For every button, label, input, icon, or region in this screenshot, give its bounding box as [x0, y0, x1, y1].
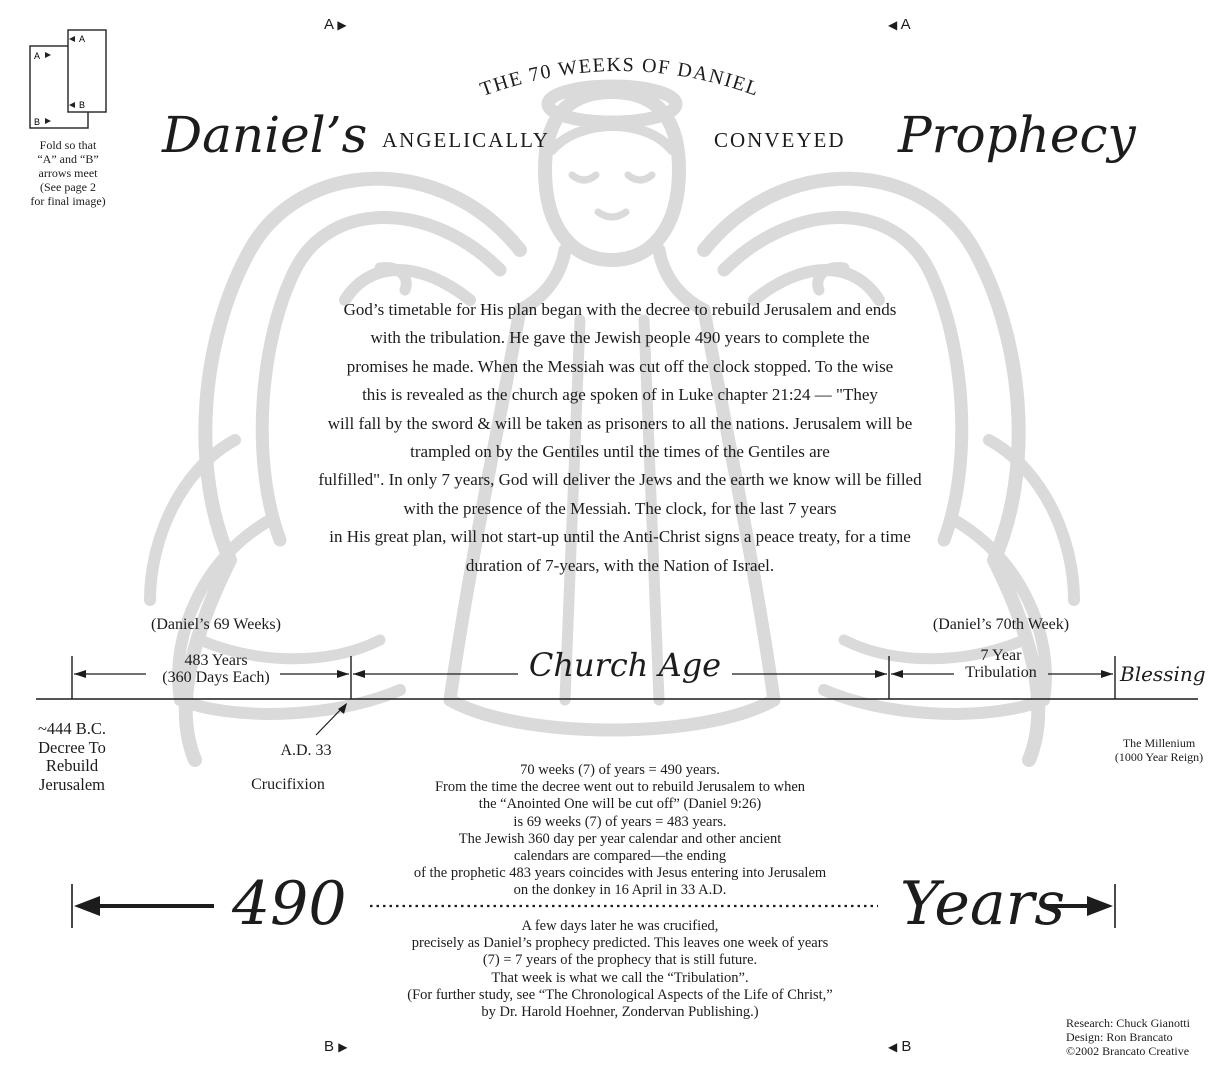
fold-marker-top-left: A ▶ [324, 16, 347, 33]
label-church-age: Church Age [528, 646, 722, 684]
fold-marker-bottom-right: ◀ B [888, 1038, 912, 1055]
fold-instructions-note: Fold so that “A” and “B” arrows meet (See page 2 for final image) [30, 138, 106, 208]
subtitle-angelically: ANGELICALLY [382, 128, 551, 152]
fold-marker-top-right: ◀ A [888, 16, 911, 33]
credits: Research: Chuck Gianotti Design: Ron Brancato ©2002 Brancato Creative [1066, 1016, 1190, 1058]
fold-marker-bottom-left: B ▶ [324, 1038, 348, 1055]
title-daniels: Daniel’s [162, 106, 368, 164]
span-word-years: Years [900, 869, 1066, 939]
explanation-top: 70 weeks (7) of years = 490 years. From the time the decree went out to rebuild Jerusalem to when the “Anointed One will be cut off” (Daniel 9:26) is 69 weeks (7) of years = 483 years. The Jewish 360 day per year calendar and other ancient calendars are compared—the ending of the prophetic 483 years coincides with Jesus entering into Jerusalem on the donkey in 16 April in 33 A.D. [413, 762, 827, 899]
label-7-year-tribulation: 7 Year Tribulation [965, 647, 1037, 681]
fold-marker-b-right: B [79, 100, 86, 110]
fold-marker-a-right: A [79, 34, 86, 44]
title-prophecy: Prophecy [898, 106, 1136, 164]
fold-marker-a-left: A [34, 51, 41, 61]
explanation-bottom: A few days later he was crucified, precisely as Daniel’s prophecy predicted. This leaves one week of years (7) = 7 years of the prophecy that is still future. That week is what we call the “Tribulation”. (For further study, see “The Chronological Aspects of the Life of Christ,” by Dr. Harold Hoehner, Zondervan Publishing.) [407, 918, 833, 1021]
svg-text:THE 70 WEEKS OF DANIEL: THE 70 WEEKS OF DANIEL [477, 53, 763, 101]
label-483-years: 483 Years (360 Days Each) [162, 652, 270, 686]
subtitle-conveyed: CONVEYED [714, 128, 846, 152]
label-daniels-70th-week: (Daniel’s 70th Week) [932, 616, 1070, 633]
label-millenium: The Millenium (1000 Year Reign) [1114, 736, 1204, 764]
label-crucifixion: Crucifixion [251, 776, 325, 793]
label-daniels-69-weeks: (Daniel’s 69 Weeks) [151, 616, 281, 633]
main-paragraph: God’s timetable for His plan began with the decree to rebuild Jerusalem and ends with the tribulation. He gave the Jewish people 490 years to complete the promises he made. When the Messiah was cut off the clock stopped. To the wise this is revealed as the church age spoken of in Luke chapter 21:24 — "They will fall by the sword & will be taken as prisoners to all the nations. Jerusalem will be trampled on by the Gentiles until the times of the Gentiles are fulfilled". In only 7 years, God will deliver the Jews and the earth we know will be filled with the presence of the Messiah. The clock, for the last 7 years in His great plan, will not start-up until the Anti-Christ signs a peace treaty, for a time duration of 7-years, with the Nation of Israel. [318, 300, 922, 575]
span-number-490: 490 [232, 869, 347, 939]
label-blessing: Blessing [1120, 662, 1206, 686]
fold-marker-b-left: B [34, 117, 41, 127]
label-ad33: A.D. 33 [280, 742, 332, 759]
label-decree: ~444 B.C. Decree To Rebuild Jerusalem [37, 719, 107, 794]
